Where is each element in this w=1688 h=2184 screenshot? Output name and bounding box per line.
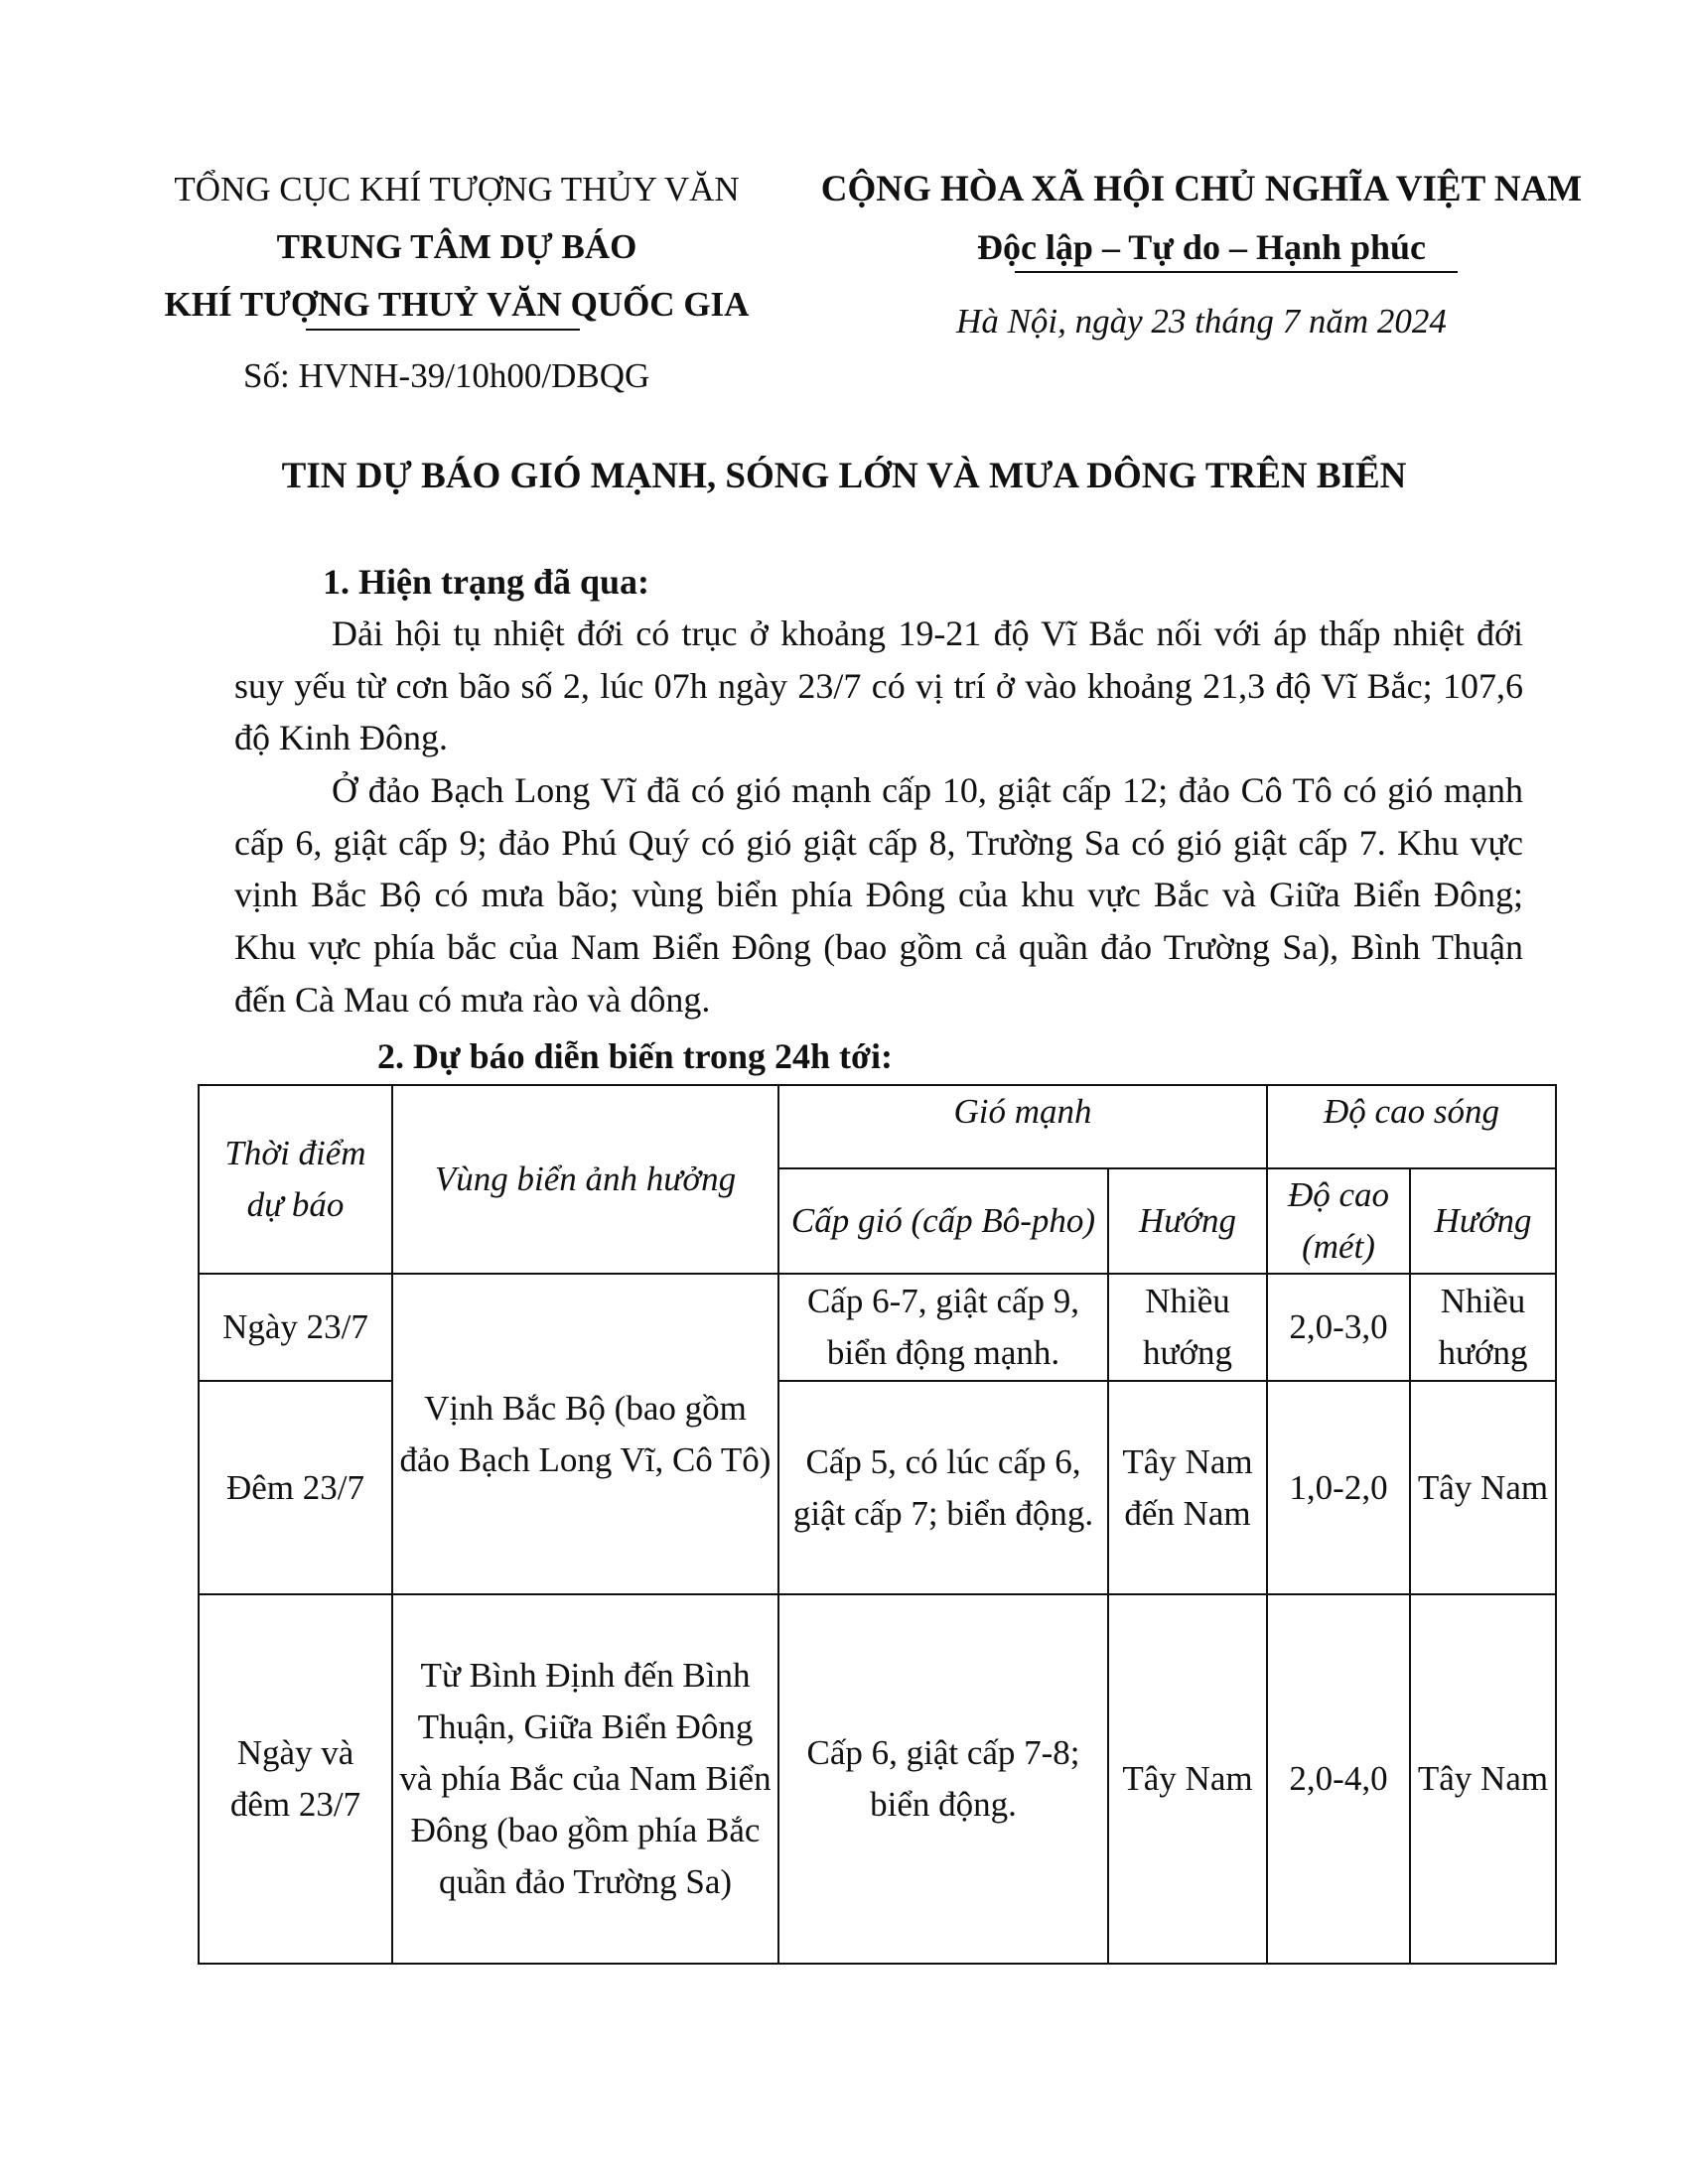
agency-underline [306,329,580,331]
header-forecast-time: Thời điểm dự báo [199,1085,392,1274]
cell-wind-level: Cấp 6-7, giật cấp 9, biển động mạnh. [778,1274,1108,1381]
forecast-table [198,1084,1557,1965]
cell-wind-direction: Tây Nam [1108,1594,1267,1964]
header-wave-direction: Hướng [1410,1168,1556,1274]
cell-wave-height: 2,0-4,0 [1267,1594,1410,1964]
motto-underline [1015,271,1458,273]
section1-heading: 1. Hiện trạng đã qua: [323,562,650,602]
center-name-line1: TRUNG TÂM DỰ BÁO [276,227,637,266]
cell-wave-direction: Nhiều hướng [1410,1274,1556,1381]
table-row [199,1274,1556,1381]
cell-wind-level: Cấp 5, có lúc cấp 6, giật cấp 7; biển động. [778,1381,1108,1594]
cell-wave-direction: Tây Nam [1410,1381,1556,1594]
issuing-agency-block [139,161,774,334]
cell-wind-direction: Tây Nam đến Nam [1108,1381,1267,1594]
section1-paragraph-1: Dải hội tụ nhiệt đới có trục ở khoảng 19-21 độ Vĩ Bắc nối với áp thấp nhiệt đới suy yếu từ cơn bão số 2, lúc 07h ngày 23/7 có vị trí ở vào khoảng 21,3 độ Vĩ Bắc; 107,6 độ Kinh Đông. [234,614,1523,758]
cell-wind-level: Cấp 6, giật cấp 7-8; biển động. [778,1594,1108,1964]
header-affected-area: Vùng biển ảnh hưởng [392,1085,778,1274]
table-row [199,1594,1556,1964]
national-header-block [794,161,1609,276]
parent-agency: TỔNG CỤC KHÍ TƯỢNG THỦY VĂN [174,170,740,208]
cell-wind-direction: Nhiều hướng [1108,1274,1267,1381]
cell-time: Ngày và đêm 23/7 [199,1594,392,1964]
document-number: Số: HVNH-39/10h00/DBQG [243,356,650,395]
national-motto: Độc lập – Tự do – Hạnh phúc [976,227,1427,267]
cell-wave-direction: Tây Nam [1410,1594,1556,1964]
header-strong-wind: Gió mạnh [778,1085,1267,1168]
nation-name: CỘNG HÒA XÃ HỘI CHỦ NGHĨA VIỆT NAM [820,169,1583,209]
cell-time: Ngày 23/7 [199,1274,392,1381]
header-wind-level: Cấp gió (cấp Bô-pho) [778,1168,1108,1274]
cell-time: Đêm 23/7 [199,1381,392,1594]
cell-area: Từ Bình Định đến Bình Thuận, Giữa Biển Đông và phía Bắc của Nam Biển Đông (bao gồm phía Bắc quần đảo Trường Sa) [392,1594,778,1964]
cell-area: Vịnh Bắc Bộ (bao gồm đảo Bạch Long Vĩ, Cô Tô) [392,1274,778,1594]
place-and-date: Hà Nội, ngày 23 tháng 7 năm 2024 [956,302,1447,341]
header-wave-height: Độ cao (mét) [1267,1168,1410,1274]
bulletin-title: TIN DỰ BÁO GIÓ MẠNH, SÓNG LỚN VÀ MƯA DÔNG TRÊN BIỂN [281,456,1407,496]
cell-wave-height: 1,0-2,0 [1267,1381,1410,1594]
header-wind-direction: Hướng [1108,1168,1267,1274]
section1-paragraph-2: Ở đảo Bạch Long Vĩ đã có gió mạnh cấp 10, giật cấp 12; đảo Cô Tô có gió mạnh cấp 6, giật cấp 9; đảo Phú Quý có gió giật cấp 8, Trường Sa có gió giật cấp 7. Khu vực vịnh Bắc Bộ có mưa bão; vùng biển phía Đông của khu vực Bắc và Giữa Biển Đông; Khu vực phía bắc của Nam Biển Đông (bao gồm cả quần đảo Trường Sa), Bình Thuận đến Cà Mau có mưa rào và dông. [234,770,1523,1020]
center-name-line2: KHÍ TƯỢNG THUỶ VĂN QUỐC GIA [164,285,750,324]
header-wave-height-group: Độ cao sóng [1267,1085,1556,1168]
cell-wave-height: 2,0-3,0 [1267,1274,1410,1381]
section2-heading: 2. Dự báo diễn biến trong 24h tới: [377,1036,893,1076]
